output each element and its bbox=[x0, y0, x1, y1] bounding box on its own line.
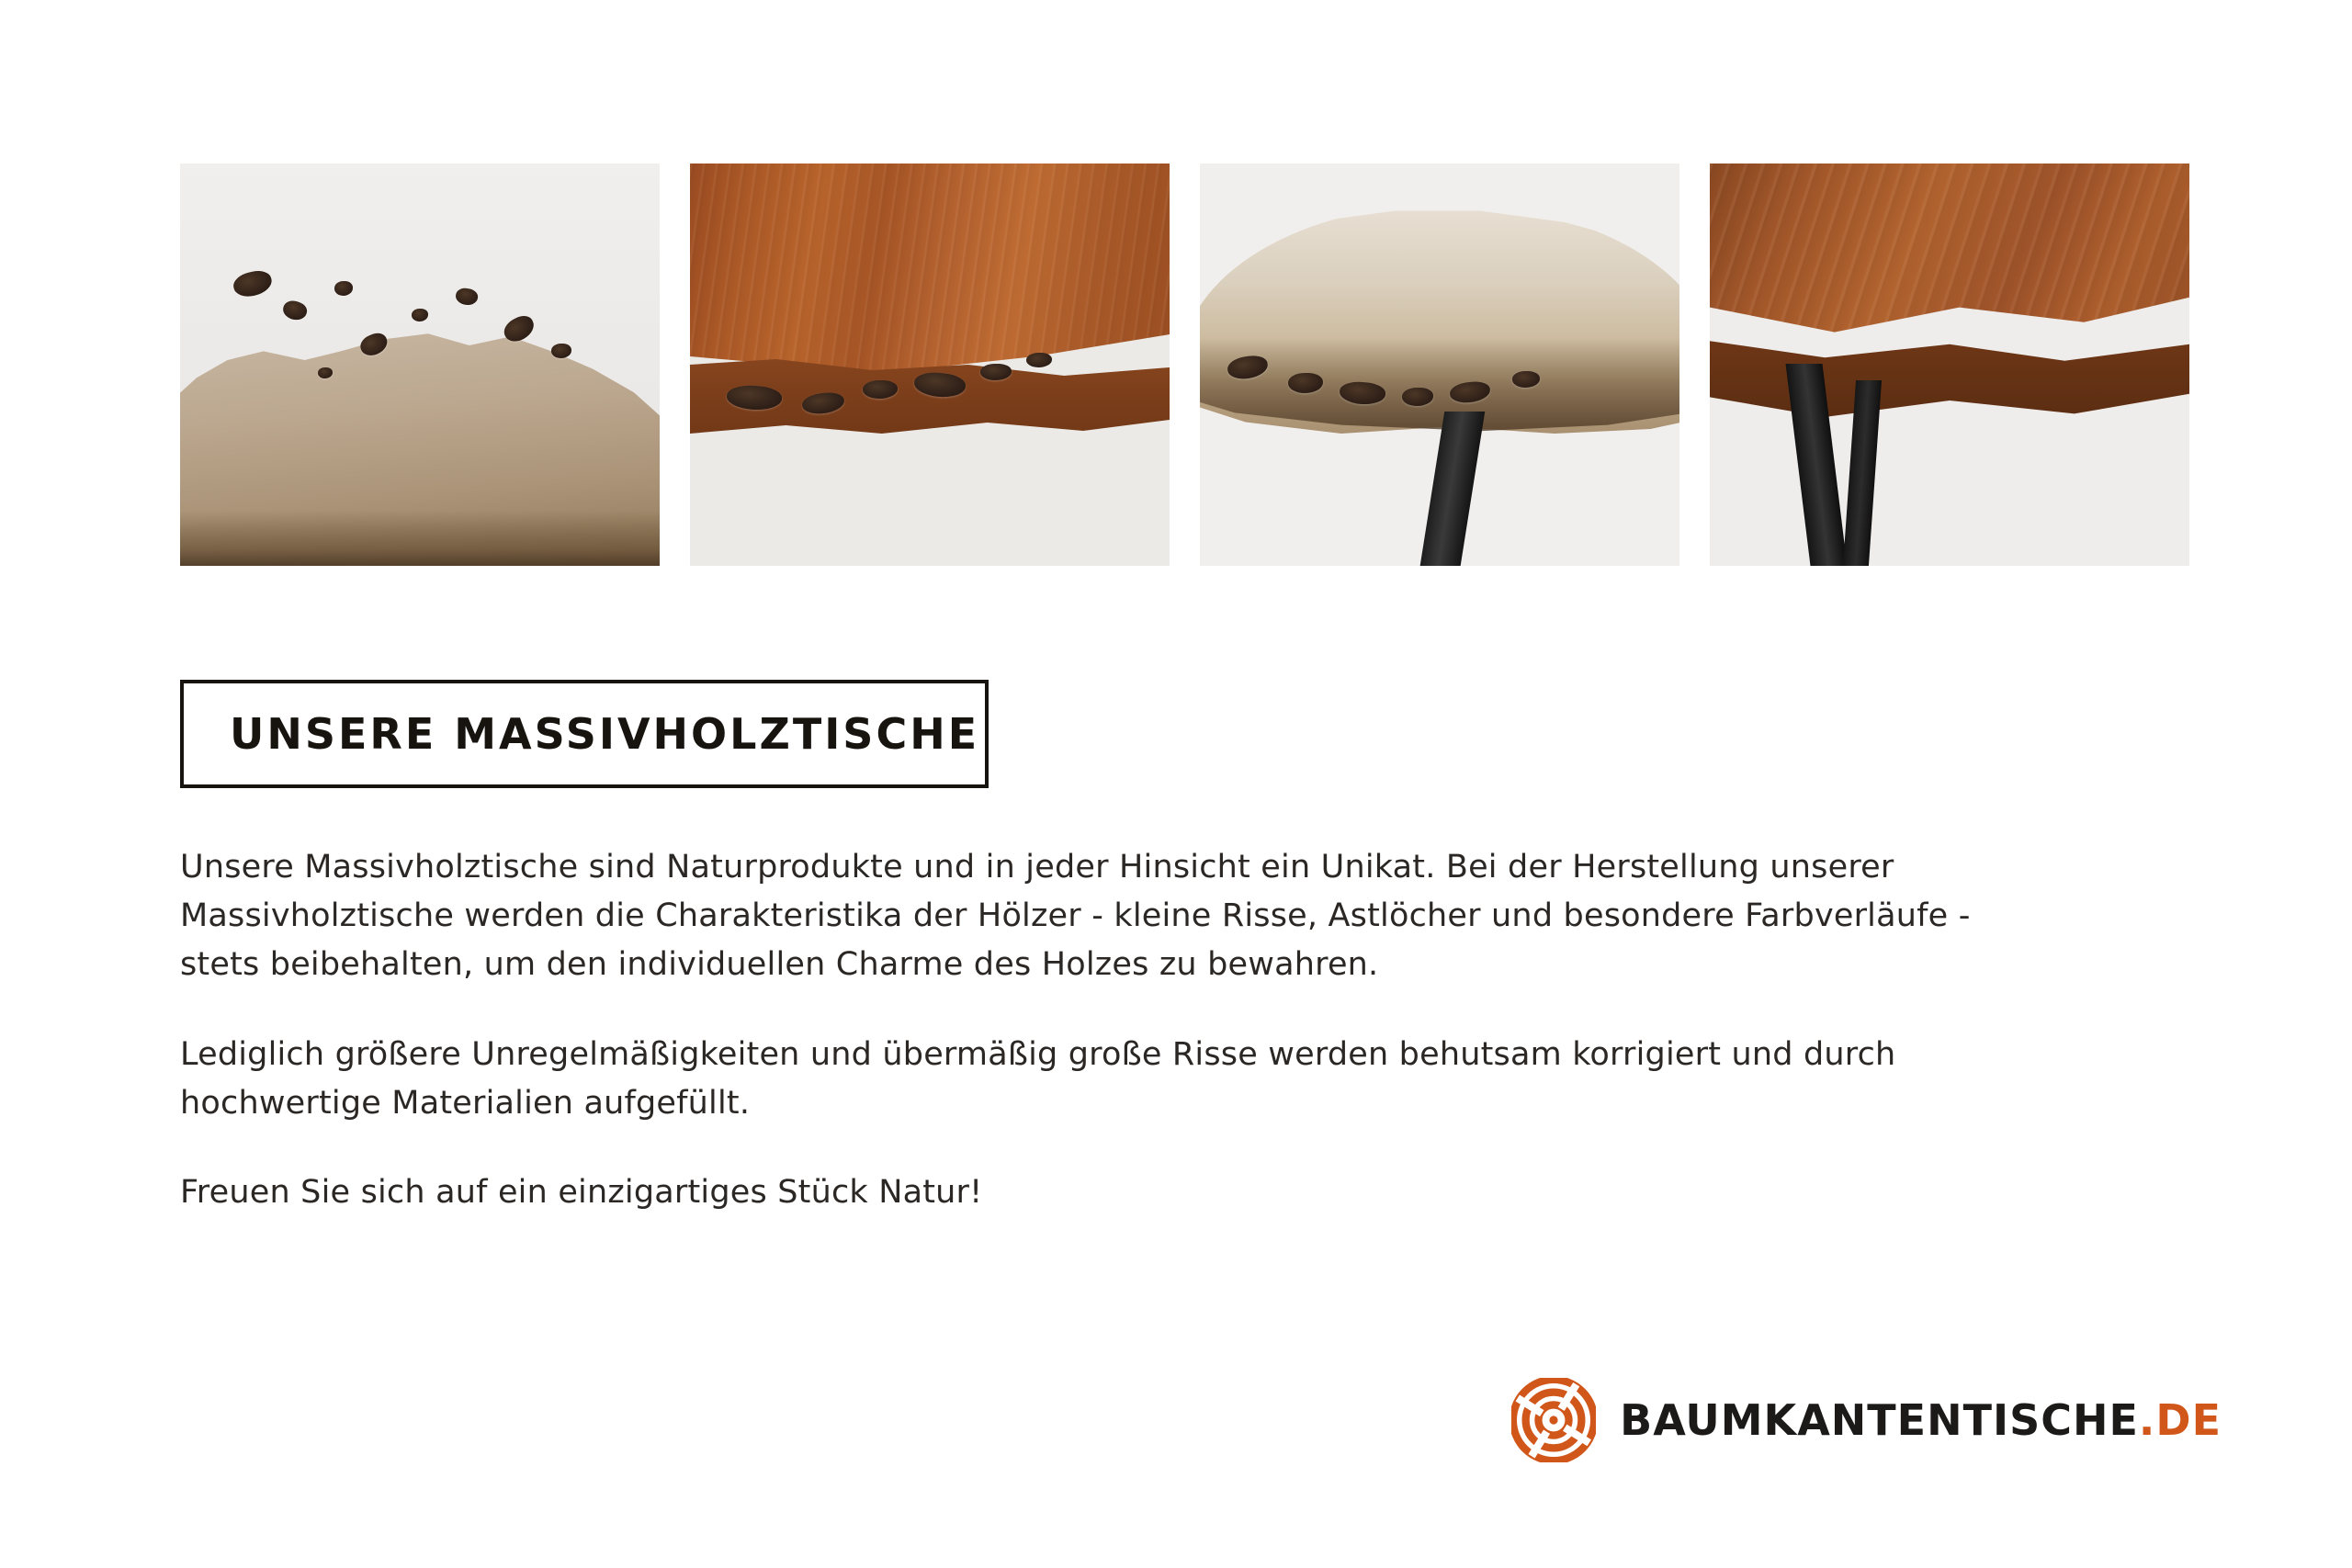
brand-wordmark bbox=[1620, 1395, 2222, 1445]
concentric-rings-logo-icon bbox=[1511, 1378, 1596, 1462]
product-image-gallery bbox=[180, 164, 2222, 566]
page-title: UNSERE MASSIVHOLZTISCHE bbox=[230, 709, 980, 759]
knot-hole-icon bbox=[551, 344, 571, 358]
knot-hole-icon bbox=[1026, 353, 1052, 367]
table-leg bbox=[1419, 412, 1486, 566]
page-title-box bbox=[180, 680, 989, 788]
gallery-image-3 bbox=[1200, 164, 1679, 566]
knot-hole-icon bbox=[412, 309, 428, 321]
gallery-image-1 bbox=[180, 164, 660, 566]
knot-hole-icon bbox=[232, 268, 274, 299]
wood-shadow-band bbox=[180, 511, 660, 566]
knot-hole-icon bbox=[281, 298, 310, 322]
brand-tld: .DE bbox=[2138, 1395, 2222, 1445]
brand-logo bbox=[1511, 1378, 2222, 1462]
body-copy bbox=[180, 843, 2054, 1217]
brand-name: BAUMKANTENTISCHE bbox=[1620, 1395, 2139, 1445]
gallery-image-2 bbox=[690, 164, 1170, 566]
paragraph-3: Freuen Sie sich auf ein einzigartiges Stück Natur! bbox=[180, 1173, 983, 1211]
paragraph-1: Unsere Massivholztische sind Naturprodukte und in jeder Hinsicht ein Unikat. Bei der Herstellung unserer Massivholztische werden die Charakteristika der Hölzer - kleine Risse, Astlöcher und besondere Farbverläufe - stets beibehalten, um den individuellen Charme des Holzes zu bewahren. bbox=[180, 849, 1971, 984]
knot-hole-icon bbox=[454, 287, 479, 308]
paragraph-2: Lediglich größere Unregelmäßigkeiten und übermäßig große Risse werden behutsam korrigiert und durch hochwertige Materialien aufgefüllt. bbox=[180, 1035, 1896, 1122]
gallery-image-4 bbox=[1710, 164, 2189, 566]
knot-hole-icon bbox=[334, 281, 353, 296]
